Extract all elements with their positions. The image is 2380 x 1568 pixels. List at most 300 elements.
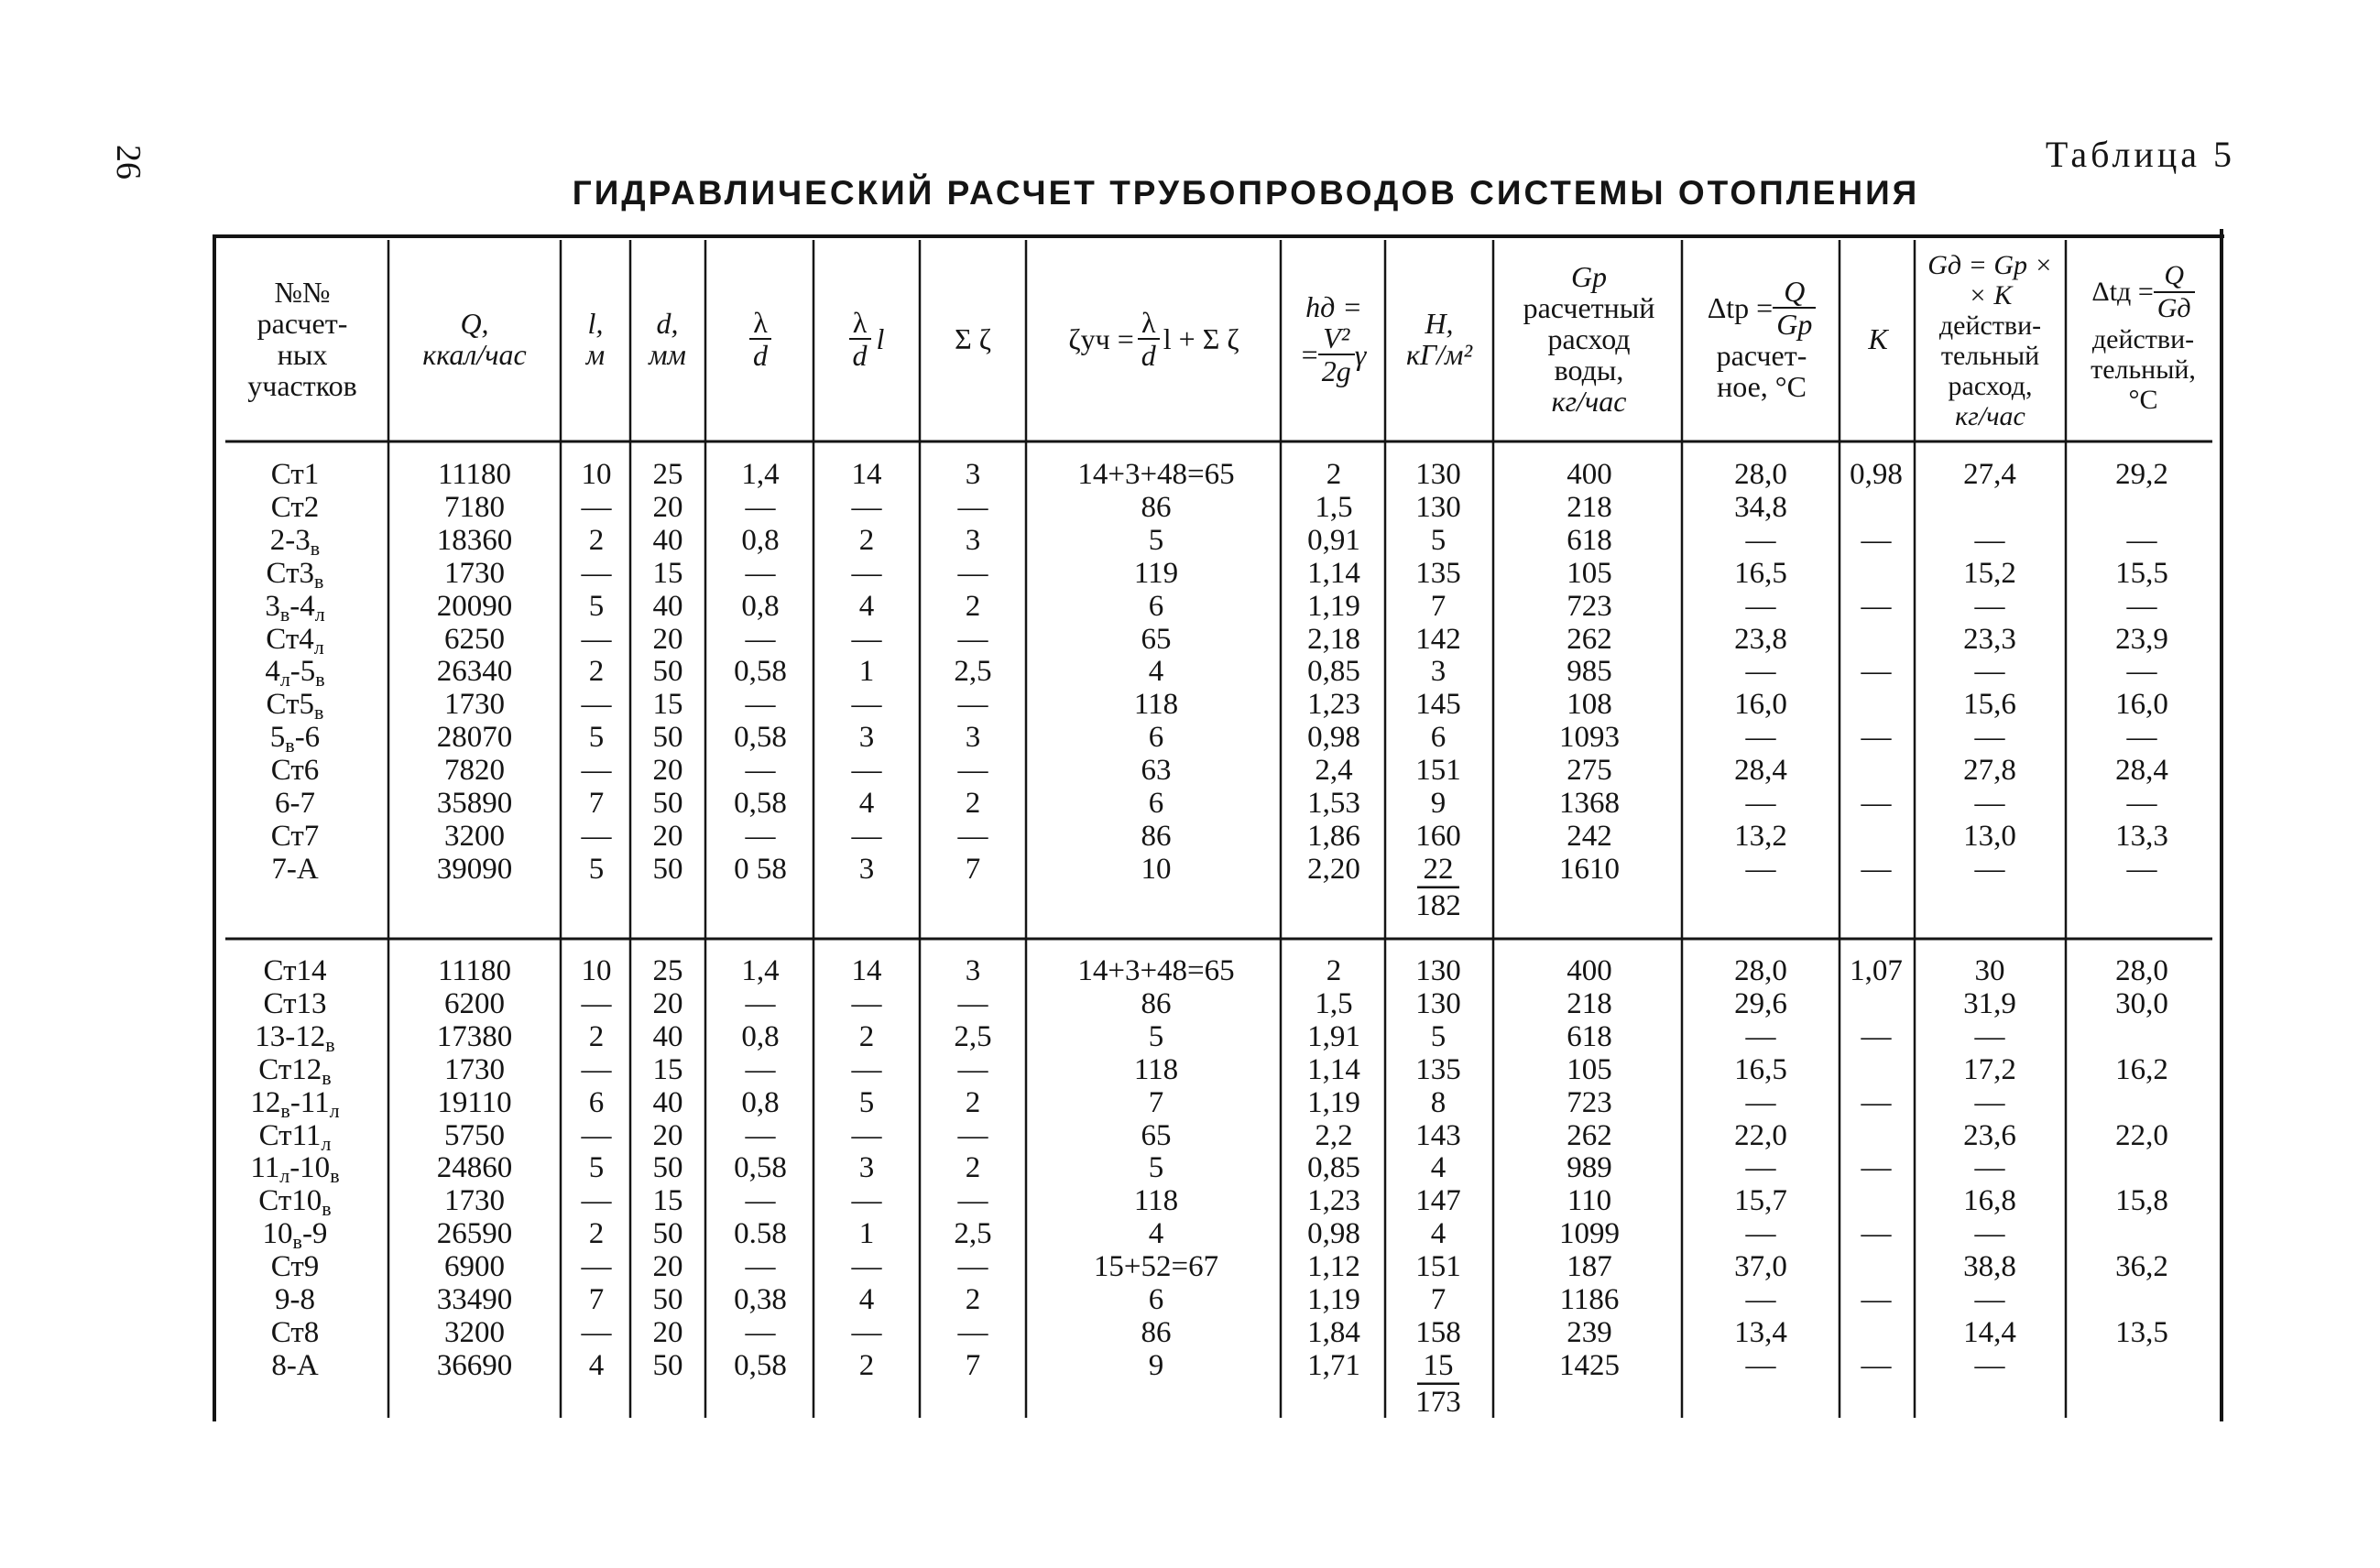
cell-design-dt: 16,5 bbox=[1734, 1052, 1787, 1086]
cell-heat-load: 20090 bbox=[436, 589, 513, 623]
cell-zeta-uch: 6 bbox=[1148, 1283, 1164, 1316]
cell-heat-load: 6250 bbox=[444, 622, 505, 656]
cell-actual-dt: — bbox=[2126, 523, 2157, 557]
cell-lambda-d: — bbox=[745, 1118, 776, 1152]
cell-design-flow: 105 bbox=[1567, 1052, 1612, 1086]
cell-segment: 9-8 bbox=[275, 1283, 315, 1316]
cell-lambda-dl: 3 bbox=[858, 1151, 875, 1185]
cell-design-dt: — bbox=[1745, 787, 1776, 820]
cell-lambda-dl: 1 bbox=[858, 655, 875, 689]
cell-pressure: 22 bbox=[1423, 852, 1454, 886]
header-actual-dt: Δtд = $\frac{Q}{Gд}$ действи- тельный, °С bbox=[2091, 259, 2196, 415]
cell-sum-zeta: — bbox=[957, 490, 988, 524]
cell-pressure: 130 bbox=[1415, 458, 1461, 491]
cell-lambda-dl: — bbox=[851, 556, 882, 590]
cell-diameter: 40 bbox=[652, 589, 683, 623]
cell-length: — bbox=[581, 986, 612, 1020]
cell-design-flow: 218 bbox=[1567, 986, 1612, 1020]
cell-design-dt: — bbox=[1745, 1283, 1776, 1316]
cell-actual-dt: 30,0 bbox=[2115, 986, 2168, 1020]
cell-k: — bbox=[1861, 1019, 1892, 1053]
cell-length: — bbox=[581, 1052, 612, 1086]
cell-heat-load: 19110 bbox=[437, 1085, 512, 1119]
cell-sum-zeta: 2,5 bbox=[954, 1217, 992, 1251]
cell-sum-zeta: — bbox=[957, 1250, 988, 1284]
cell-actual-flow: — bbox=[1974, 1217, 2005, 1251]
cell-design-dt: 29,6 bbox=[1734, 986, 1787, 1020]
cell-velocity-head: 2 bbox=[1326, 458, 1342, 491]
cell-zeta-uch: 118 bbox=[1133, 688, 1179, 722]
cell-segment: Ст7 bbox=[270, 819, 320, 853]
cell-sum-zeta: 3 bbox=[965, 458, 981, 491]
cell-lambda-d: — bbox=[745, 688, 776, 722]
cell-zeta-uch: 119 bbox=[1133, 556, 1179, 590]
cell-lambda-dl: — bbox=[851, 490, 882, 524]
cell-segment: 7-А bbox=[271, 852, 319, 886]
cell-actual-dt: 15,8 bbox=[2115, 1184, 2168, 1218]
cell-sum-zeta: 2,5 bbox=[954, 655, 992, 689]
cell-lambda-d: 1,4 bbox=[741, 458, 780, 491]
cell-heat-load: 1730 bbox=[444, 1184, 505, 1218]
cell-length: 2 bbox=[588, 1217, 605, 1251]
cell-segment: $13-12_в$ bbox=[255, 1019, 335, 1056]
cell-segment: $Ст11_л$ bbox=[258, 1118, 332, 1155]
cell-lambda-dl: 14 bbox=[851, 458, 882, 491]
cell-lambda-dl: 14 bbox=[851, 954, 882, 987]
cell-actual-dt: — bbox=[2126, 787, 2157, 820]
cell-diameter: 25 bbox=[652, 954, 683, 987]
cell-actual-flow: — bbox=[1974, 1151, 2005, 1185]
cell-design-dt: — bbox=[1745, 852, 1776, 886]
cell-lambda-d: — bbox=[745, 1052, 776, 1086]
cell-design-flow: 262 bbox=[1567, 622, 1612, 656]
cell-sum-zeta: 7 bbox=[965, 1348, 981, 1382]
cell-design-flow: 187 bbox=[1567, 1250, 1612, 1284]
cell-diameter: 20 bbox=[652, 1250, 683, 1284]
cell-heat-load: 5750 bbox=[444, 1118, 505, 1152]
cell-segment: $11_л-10_в$ bbox=[250, 1151, 340, 1188]
cell-lambda-d: 0,58 bbox=[734, 787, 787, 820]
cell-design-flow: 110 bbox=[1567, 1184, 1612, 1218]
cell-design-flow: 1093 bbox=[1559, 721, 1620, 755]
cell-pressure: 151 bbox=[1415, 1250, 1461, 1284]
cell-lambda-dl: 5 bbox=[858, 1085, 875, 1119]
cell-actual-dt: 28,0 bbox=[2115, 954, 2168, 987]
cell-zeta-uch: 86 bbox=[1141, 1315, 1172, 1349]
cell-velocity-head: 0,98 bbox=[1307, 1217, 1360, 1251]
cell-lambda-dl: — bbox=[851, 754, 882, 788]
cell-zeta-uch: 118 bbox=[1133, 1052, 1179, 1086]
cell-lambda-d: 0,38 bbox=[734, 1283, 787, 1316]
cell-length: 6 bbox=[588, 1085, 605, 1119]
cell-heat-load: 17380 bbox=[436, 1019, 513, 1053]
cell-length: 10 bbox=[581, 458, 612, 491]
cell-design-dt: 34,8 bbox=[1734, 490, 1787, 524]
cell-design-flow: 985 bbox=[1567, 655, 1612, 689]
cell-k: 1,07 bbox=[1850, 954, 1903, 987]
cell-sum-zeta: 3 bbox=[965, 523, 981, 557]
cell-diameter: 50 bbox=[652, 1283, 683, 1316]
cell-lambda-d: — bbox=[745, 1250, 776, 1284]
cell-velocity-head: 0,91 bbox=[1307, 523, 1360, 557]
cell-segment: Ст9 bbox=[270, 1250, 320, 1284]
header-lambda-d: $\frac{\lambda}{d}$ bbox=[709, 266, 812, 412]
cell-actual-dt: 36,2 bbox=[2115, 1250, 2168, 1284]
cell-actual-flow: 23,3 bbox=[1963, 622, 2016, 656]
cell-design-dt: — bbox=[1745, 1085, 1776, 1119]
cell-lambda-d: 0 58 bbox=[734, 852, 787, 886]
cell-lambda-dl: 4 bbox=[858, 589, 875, 623]
cell-design-flow: 239 bbox=[1567, 1315, 1612, 1349]
cell-velocity-head: 1,71 bbox=[1307, 1348, 1360, 1382]
cell-sum-zeta: — bbox=[957, 754, 988, 788]
cell-lambda-d: — bbox=[745, 1315, 776, 1349]
cell-lambda-d: — bbox=[745, 754, 776, 788]
cell-k: — bbox=[1861, 1283, 1892, 1316]
cell-design-dt: 23,8 bbox=[1734, 622, 1787, 656]
cell-pressure: 6 bbox=[1430, 721, 1447, 755]
cell-pressure: 130 bbox=[1415, 490, 1461, 524]
cell-actual-flow: 27,8 bbox=[1963, 754, 2016, 788]
cell-design-dt: — bbox=[1745, 1151, 1776, 1185]
header-pressure: H, кГ/м² bbox=[1405, 307, 1473, 371]
cell-lambda-d: 0,8 bbox=[741, 1019, 780, 1053]
cell-k: 0,98 bbox=[1850, 458, 1903, 491]
cell-pressure: 7 bbox=[1430, 589, 1447, 623]
cell-design-flow: 618 bbox=[1567, 523, 1612, 557]
cell-actual-dt: 13,5 bbox=[2115, 1315, 2168, 1349]
cell-length: 5 bbox=[588, 721, 605, 755]
cell-pressure: 143 bbox=[1415, 1118, 1461, 1152]
cell-lambda-d: 0,8 bbox=[741, 589, 780, 623]
cell-design-flow: 723 bbox=[1567, 1085, 1612, 1119]
cell-actual-flow: 30 bbox=[1974, 954, 2005, 987]
cell-design-dt: — bbox=[1745, 655, 1776, 689]
cell-actual-dt: — bbox=[2126, 721, 2157, 755]
cell-actual-dt: — bbox=[2126, 852, 2157, 886]
header-diameter: d, мм bbox=[649, 307, 686, 371]
cell-diameter: 20 bbox=[652, 1315, 683, 1349]
cell-design-flow: 242 bbox=[1567, 819, 1612, 853]
cell-heat-load: 1730 bbox=[444, 556, 505, 590]
cell-zeta-uch: 5 bbox=[1148, 1151, 1164, 1185]
cell-actual-flow: — bbox=[1974, 589, 2005, 623]
cell-lambda-d: 0,8 bbox=[741, 523, 780, 557]
cell-pressure: 135 bbox=[1415, 1052, 1461, 1086]
cell-design-flow: 618 bbox=[1567, 1019, 1612, 1053]
cell-heat-load: 1730 bbox=[444, 1052, 505, 1086]
cell-design-flow: 1610 bbox=[1559, 852, 1620, 886]
cell-segment: $Ст3_в$ bbox=[266, 556, 324, 593]
cell-velocity-head: 1,23 bbox=[1307, 1184, 1360, 1218]
cell-velocity-head: 1,14 bbox=[1307, 556, 1360, 590]
cell-lambda-dl: 1 bbox=[858, 1217, 875, 1251]
cell-length: 5 bbox=[588, 1151, 605, 1185]
cell-heat-load: 18360 bbox=[436, 523, 513, 557]
cell-lambda-d: 0,58 bbox=[734, 721, 787, 755]
cell-zeta-uch: 65 bbox=[1141, 1118, 1172, 1152]
cell-heat-load: 26340 bbox=[436, 655, 513, 689]
cell-design-flow: 989 bbox=[1567, 1151, 1612, 1185]
cell-diameter: 15 bbox=[652, 688, 683, 722]
cell-zeta-uch: 10 bbox=[1141, 852, 1172, 886]
cell-actual-flow: 14,4 bbox=[1963, 1315, 2016, 1349]
cell-design-dt: 28,0 bbox=[1734, 458, 1787, 491]
cell-segment: $2-3_в$ bbox=[269, 523, 321, 560]
cell-design-flow: 275 bbox=[1567, 754, 1612, 788]
cell-actual-flow: — bbox=[1974, 1283, 2005, 1316]
cell-pressure: 4 bbox=[1430, 1151, 1447, 1185]
cell-heat-load: 35890 bbox=[436, 787, 513, 820]
cell-lambda-d: 0,8 bbox=[741, 1085, 780, 1119]
cell-design-dt: 16,5 bbox=[1734, 556, 1787, 590]
pressure-total: 182 bbox=[1415, 888, 1461, 922]
cell-diameter: 50 bbox=[652, 655, 683, 689]
cell-design-dt: — bbox=[1745, 589, 1776, 623]
cell-actual-flow: 23,6 bbox=[1963, 1118, 2016, 1152]
cell-velocity-head: 0,85 bbox=[1307, 655, 1360, 689]
cell-lambda-d: 0,58 bbox=[734, 1348, 787, 1382]
cell-design-flow: 1099 bbox=[1559, 1217, 1620, 1251]
cell-k: — bbox=[1861, 721, 1892, 755]
cell-heat-load: 28070 bbox=[436, 721, 513, 755]
cell-sum-zeta: 2 bbox=[965, 1283, 981, 1316]
cell-segment: Ст1 bbox=[270, 458, 320, 491]
cell-zeta-uch: 65 bbox=[1141, 622, 1172, 656]
cell-velocity-head: 1,5 bbox=[1315, 490, 1353, 524]
cell-diameter: 50 bbox=[652, 787, 683, 820]
cell-zeta-uch: 4 bbox=[1148, 655, 1164, 689]
cell-actual-flow: — bbox=[1974, 1085, 2005, 1119]
cell-velocity-head: 1,19 bbox=[1307, 1283, 1360, 1316]
cell-actual-flow: 16,8 bbox=[1963, 1184, 2016, 1218]
cell-length: 10 bbox=[581, 954, 612, 987]
cell-heat-load: 1730 bbox=[444, 688, 505, 722]
cell-heat-load: 36690 bbox=[436, 1348, 513, 1382]
cell-design-flow: 400 bbox=[1567, 458, 1612, 491]
cell-design-dt: — bbox=[1745, 1348, 1776, 1382]
cell-actual-flow: 15,6 bbox=[1963, 688, 2016, 722]
cell-design-dt: 13,2 bbox=[1734, 819, 1787, 853]
cell-diameter: 50 bbox=[652, 852, 683, 886]
cell-sum-zeta: 3 bbox=[965, 721, 981, 755]
cell-lambda-d: — bbox=[745, 490, 776, 524]
cell-actual-dt: — bbox=[2126, 655, 2157, 689]
cell-zeta-uch: 86 bbox=[1141, 986, 1172, 1020]
cell-lambda-d: 0.58 bbox=[734, 1217, 787, 1251]
cell-zeta-uch: 63 bbox=[1141, 754, 1172, 788]
cell-sum-zeta: 3 bbox=[965, 954, 981, 987]
cell-segment: $Ст4_л$ bbox=[266, 622, 324, 659]
cell-pressure: 9 bbox=[1430, 787, 1447, 820]
cell-diameter: 50 bbox=[652, 1217, 683, 1251]
cell-zeta-uch: 5 bbox=[1148, 523, 1164, 557]
cell-sum-zeta: — bbox=[957, 556, 988, 590]
header-heat-load: Q, ккал/час bbox=[422, 307, 527, 371]
cell-lambda-dl: — bbox=[851, 819, 882, 853]
cell-velocity-head: 2,20 bbox=[1307, 852, 1360, 886]
cell-sum-zeta: 7 bbox=[965, 852, 981, 886]
cell-actual-dt: 16,2 bbox=[2115, 1052, 2168, 1086]
cell-velocity-head: 1,86 bbox=[1307, 819, 1360, 853]
cell-diameter: 15 bbox=[652, 556, 683, 590]
cell-velocity-head: 1,14 bbox=[1307, 1052, 1360, 1086]
cell-heat-load: 11180 bbox=[437, 458, 512, 491]
cell-diameter: 50 bbox=[652, 1348, 683, 1382]
cell-sum-zeta: — bbox=[957, 688, 988, 722]
cell-diameter: 40 bbox=[652, 523, 683, 557]
cell-segment: $Ст5_в$ bbox=[266, 688, 324, 724]
cell-length: — bbox=[581, 490, 612, 524]
cell-pressure: 145 bbox=[1415, 688, 1461, 722]
cell-pressure: 4 bbox=[1430, 1217, 1447, 1251]
cell-lambda-d: — bbox=[745, 986, 776, 1020]
cell-velocity-head: 0,98 bbox=[1307, 721, 1360, 755]
cell-length: — bbox=[581, 1315, 612, 1349]
cell-diameter: 25 bbox=[652, 458, 683, 491]
cell-design-dt: — bbox=[1745, 523, 1776, 557]
cell-pressure: 5 bbox=[1430, 1019, 1447, 1053]
cell-zeta-uch: 7 bbox=[1148, 1085, 1164, 1119]
cell-pressure: 7 bbox=[1430, 1283, 1447, 1316]
cell-zeta-uch: 15+52=67 bbox=[1093, 1250, 1219, 1284]
cell-velocity-head: 1,91 bbox=[1307, 1019, 1360, 1053]
cell-actual-flow: — bbox=[1974, 721, 2005, 755]
cell-lambda-dl: — bbox=[851, 986, 882, 1020]
cell-zeta-uch: 4 bbox=[1148, 1217, 1164, 1251]
cell-diameter: 20 bbox=[652, 622, 683, 656]
cell-k: — bbox=[1861, 655, 1892, 689]
cell-length: — bbox=[581, 1118, 612, 1152]
cell-actual-flow: — bbox=[1974, 523, 2005, 557]
header-velocity-head: hд = = $\frac{\text{V²}}{2g}$ γ bbox=[1301, 290, 1367, 387]
cell-lambda-dl: — bbox=[851, 1250, 882, 1284]
cell-length: — bbox=[581, 819, 612, 853]
cell-design-dt: — bbox=[1745, 721, 1776, 755]
cell-zeta-uch: 6 bbox=[1148, 721, 1164, 755]
cell-actual-dt: — bbox=[2126, 589, 2157, 623]
cell-zeta-uch: 86 bbox=[1141, 490, 1172, 524]
cell-velocity-head: 1,19 bbox=[1307, 1085, 1360, 1119]
cell-length: 2 bbox=[588, 523, 605, 557]
cell-velocity-head: 2,18 bbox=[1307, 622, 1360, 656]
header-length: l, м bbox=[585, 307, 606, 371]
cell-segment: 6-7 bbox=[275, 787, 315, 820]
cell-actual-dt: 13,3 bbox=[2115, 819, 2168, 853]
cell-lambda-dl: 2 bbox=[858, 1348, 875, 1382]
cell-k: — bbox=[1861, 1348, 1892, 1382]
cell-design-flow: 400 bbox=[1567, 954, 1612, 987]
cell-k: — bbox=[1861, 1085, 1892, 1119]
cell-actual-dt: 23,9 bbox=[2115, 622, 2168, 656]
cell-sum-zeta: — bbox=[957, 1118, 988, 1152]
cell-lambda-dl: 3 bbox=[858, 852, 875, 886]
cell-diameter: 20 bbox=[652, 490, 683, 524]
cell-lambda-d: 0,58 bbox=[734, 1151, 787, 1185]
cell-lambda-dl: 3 bbox=[858, 721, 875, 755]
cell-lambda-dl: 4 bbox=[858, 1283, 875, 1316]
cell-lambda-d: 1,4 bbox=[741, 954, 780, 987]
cell-sum-zeta: 2 bbox=[965, 1085, 981, 1119]
cell-design-dt: — bbox=[1745, 1217, 1776, 1251]
cell-length: 7 bbox=[588, 1283, 605, 1316]
cell-actual-flow: 15,2 bbox=[1963, 556, 2016, 590]
header-design-flow: Gр расчетный расход воды, кг/час bbox=[1523, 260, 1655, 418]
cell-heat-load: 7180 bbox=[444, 490, 505, 524]
cell-design-flow: 218 bbox=[1567, 490, 1612, 524]
cell-length: — bbox=[581, 688, 612, 722]
cell-length: 2 bbox=[588, 1019, 605, 1053]
cell-segment: Ст14 bbox=[263, 954, 327, 987]
cell-length: — bbox=[581, 556, 612, 590]
cell-velocity-head: 1,23 bbox=[1307, 688, 1360, 722]
cell-diameter: 20 bbox=[652, 819, 683, 853]
cell-pressure: 5 bbox=[1430, 523, 1447, 557]
cell-actual-dt: 16,0 bbox=[2115, 688, 2168, 722]
cell-velocity-head: 1,5 bbox=[1315, 986, 1353, 1020]
cell-actual-flow: — bbox=[1974, 1348, 2005, 1382]
cell-segment: $5_в-6$ bbox=[269, 721, 321, 757]
cell-length: 2 bbox=[588, 655, 605, 689]
cell-length: 5 bbox=[588, 852, 605, 886]
cell-heat-load: 6900 bbox=[444, 1250, 505, 1284]
cell-sum-zeta: — bbox=[957, 819, 988, 853]
table-label: Таблица 5 bbox=[2045, 134, 2235, 175]
cell-length: — bbox=[581, 1250, 612, 1284]
cell-heat-load: 33490 bbox=[436, 1283, 513, 1316]
cell-heat-load: 3200 bbox=[444, 819, 505, 853]
cell-segment: $Ст12_в$ bbox=[258, 1052, 332, 1089]
cell-actual-dt: 28,4 bbox=[2115, 754, 2168, 788]
cell-sum-zeta: 2 bbox=[965, 787, 981, 820]
cell-diameter: 50 bbox=[652, 721, 683, 755]
cell-segment: Ст8 bbox=[270, 1315, 320, 1349]
cell-lambda-d: — bbox=[745, 819, 776, 853]
cell-design-flow: 723 bbox=[1567, 589, 1612, 623]
cell-diameter: 40 bbox=[652, 1019, 683, 1053]
cell-diameter: 15 bbox=[652, 1052, 683, 1086]
cell-sum-zeta: — bbox=[957, 1184, 988, 1218]
cell-k: — bbox=[1861, 1151, 1892, 1185]
cell-segment: Ст6 bbox=[270, 754, 320, 788]
cell-design-flow: 1425 bbox=[1559, 1348, 1620, 1382]
cell-pressure: 130 bbox=[1415, 954, 1461, 987]
cell-zeta-uch: 5 bbox=[1148, 1019, 1164, 1053]
cell-actual-dt: 15,5 bbox=[2115, 556, 2168, 590]
cell-design-flow: 1368 bbox=[1559, 787, 1620, 820]
cell-diameter: 50 bbox=[652, 1151, 683, 1185]
cell-k: — bbox=[1861, 852, 1892, 886]
cell-heat-load: 39090 bbox=[436, 852, 513, 886]
header-lambda-dl: $\frac{\lambda}{d}$ l bbox=[815, 266, 918, 412]
header-k: K bbox=[1868, 322, 1888, 355]
cell-segment: $4_л-5_в$ bbox=[265, 655, 325, 691]
cell-segment: Ст13 bbox=[263, 986, 327, 1020]
cell-pressure: 158 bbox=[1415, 1315, 1461, 1349]
cell-zeta-uch: 14+3+48=65 bbox=[1077, 458, 1235, 491]
cell-actual-flow: 17,2 bbox=[1963, 1052, 2016, 1086]
header-segment: №№ расчет- ных участков bbox=[247, 276, 357, 402]
cell-lambda-dl: — bbox=[851, 1052, 882, 1086]
cell-velocity-head: 2 bbox=[1326, 954, 1342, 987]
cell-length: — bbox=[581, 754, 612, 788]
cell-segment: $12_в-11_л$ bbox=[250, 1085, 340, 1122]
cell-zeta-uch: 6 bbox=[1148, 589, 1164, 623]
cell-segment: 8-А bbox=[271, 1348, 319, 1382]
cell-heat-load: 3200 bbox=[444, 1315, 505, 1349]
cell-zeta-uch: 9 bbox=[1148, 1348, 1164, 1382]
cell-velocity-head: 2,2 bbox=[1315, 1118, 1353, 1152]
